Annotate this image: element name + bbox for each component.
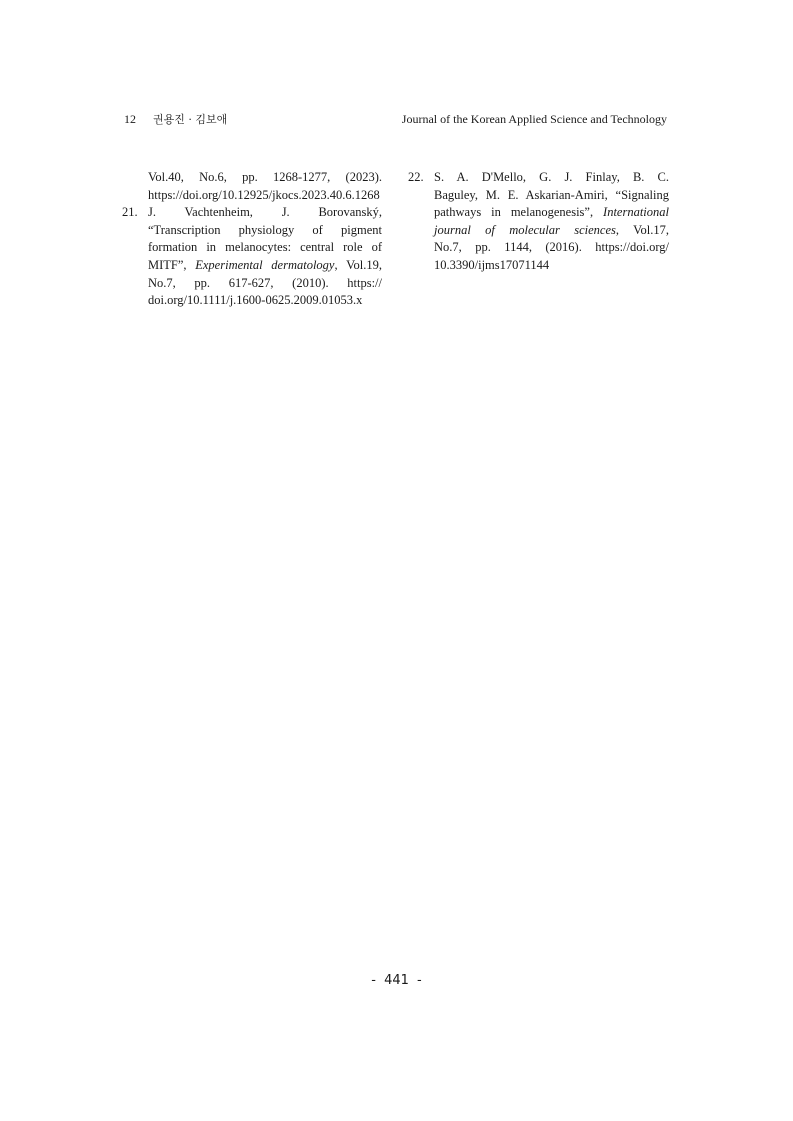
reference-22 [408, 169, 669, 275]
ref-line: 10.3390/ijms17071144 [434, 257, 550, 272]
ref-line-mixed [434, 222, 669, 240]
ref-line: Baguley, M. E. Askarian-Amiri, “Signaling [434, 187, 669, 202]
header-authors: 권용진 · 김보애 [153, 113, 228, 126]
reference-21 [122, 204, 382, 310]
ref-line: formation in melanocytes: central role of [148, 240, 382, 255]
ref-text: , Vol.19, [334, 257, 382, 272]
journal-name: journal of molecular sciences [434, 222, 616, 237]
ref-text: , Vol.17, [615, 222, 669, 237]
ref-line: doi.org/10.1111/j.1600-0625.2009.01053.x [148, 293, 363, 308]
ref-line: No.7, pp. 1144, (2016). https://doi.org/ [434, 240, 669, 255]
reference-number: 22. [408, 170, 424, 184]
reference-column-right [408, 169, 669, 275]
ref-line-mixed [434, 204, 669, 222]
reference-number: 21. [122, 205, 138, 220]
ref-line: https://doi.org/10.12925/jkocs.2023.40.6.1268 [148, 187, 380, 202]
header-page-number: 12 [124, 112, 136, 126]
page-number-footer: - 441 - [371, 973, 422, 988]
ref-line: No.7, pp. 617-627, (2010). https:// [148, 275, 382, 290]
journal-name: Experimental dermatology [195, 257, 335, 272]
ref-line: Vol.40, No.6, pp. 1268-1277, (2023). [148, 170, 382, 184]
ref-text: pathways in melanogenesis”, [434, 205, 604, 220]
ref-line: S. A. D'Mello, G. J. Finlay, B. C. [434, 170, 669, 184]
ref-line-mixed [148, 257, 382, 275]
reference-column-left [122, 169, 382, 310]
header-left [124, 111, 227, 128]
header-journal-title: Journal of the Korean Applied Science and Technology [401, 112, 667, 126]
ref-line: J. Vachtenheim, J. Borovanský, [148, 205, 382, 220]
ref-text: MITF”, [148, 257, 196, 272]
running-header [124, 111, 667, 127]
journal-name: International [603, 205, 669, 220]
reference-20-continued [122, 169, 382, 204]
ref-line: “Transcription physiology of pigment [148, 222, 382, 237]
